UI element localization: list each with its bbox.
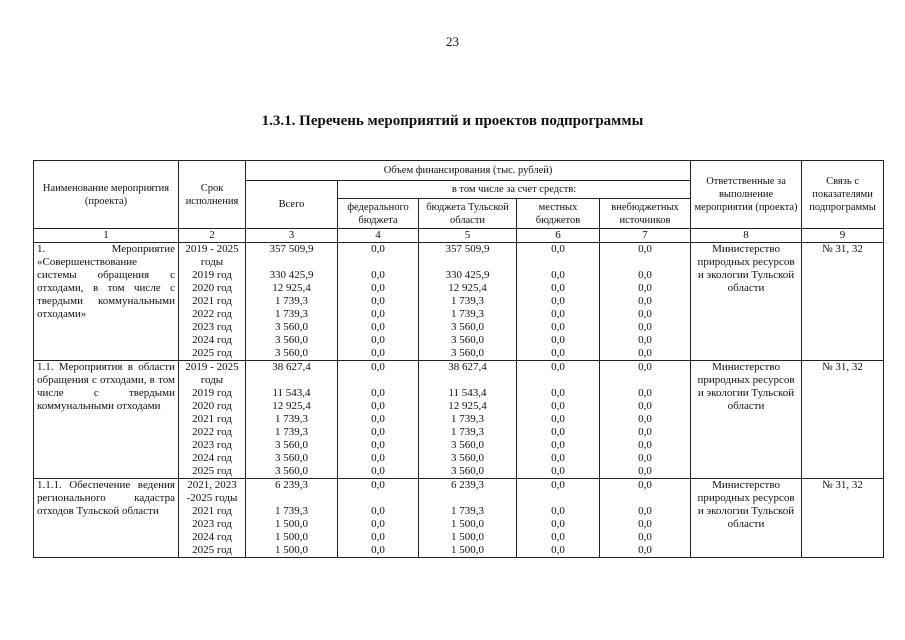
cell-line: 3 560,0 (451, 439, 484, 451)
cell-line: 0,0 (551, 269, 565, 281)
cell-line: 0,0 (551, 531, 565, 543)
cell-line: 12 925,4 (272, 282, 311, 294)
cell-line: 0,0 (638, 269, 652, 281)
cell-line: 2025 год (192, 544, 232, 556)
cell-line: 1 500,0 (275, 531, 308, 543)
cell-line: 0,0 (371, 452, 385, 464)
column-number: 8 (691, 229, 802, 243)
cell-line: 0,0 (371, 347, 385, 359)
table-row (34, 479, 884, 558)
cell-line: 2022 год (192, 308, 232, 320)
cell-line: 0,0 (638, 452, 652, 464)
cell-line: 1 739,3 (275, 413, 308, 425)
cell-line: 2020 год (192, 400, 232, 412)
cell-line: 0,0 (371, 465, 385, 477)
measures-table (33, 160, 884, 558)
cell-line: 0,0 (638, 334, 652, 346)
cell-line: 1 500,0 (451, 544, 484, 556)
cell-line: 1 739,3 (451, 413, 484, 425)
cell-line: 0,0 (371, 439, 385, 451)
cell-line: 0,0 (371, 308, 385, 320)
cell-line: 330 425,9 (445, 269, 490, 281)
cell-line: 12 925,4 (448, 400, 487, 412)
cell-line: 0,0 (638, 387, 652, 399)
total-list (246, 479, 338, 558)
cell-line: 2024 год (192, 452, 232, 464)
column-numbers-row (34, 229, 884, 243)
cell-line: 3 560,0 (451, 347, 484, 359)
cell-line: 2021 год (192, 413, 232, 425)
regional-list (419, 479, 517, 558)
column-number: 3 (246, 229, 338, 243)
cell-line: 2021 год (192, 295, 232, 307)
column-number: 1 (34, 229, 179, 243)
cell-line: 0,0 (638, 518, 652, 530)
cell-line: 0,0 (371, 413, 385, 425)
cell-line: 2019 год (192, 387, 232, 399)
cell-line: 3 560,0 (451, 465, 484, 477)
cell-line: 3 560,0 (275, 321, 308, 333)
measure-name: 1.1. Мероприятия в области обращения с отходами, в том числе с твердыми коммунальными отходами (34, 361, 179, 479)
indicator-link: № 31, 32 (802, 243, 884, 361)
responsible-authority: Министерство природных ресурсов и экологии Тульской области (691, 361, 802, 479)
regional-list (419, 361, 517, 479)
cell-line: 11 543,4 (272, 387, 311, 399)
cell-line: 11 543,4 (448, 387, 487, 399)
cell-line: 0,0 (551, 518, 565, 530)
cell-line: 38 627,4 (448, 361, 487, 373)
cell-line: 0,0 (638, 400, 652, 412)
cell-line: 0,0 (371, 426, 385, 438)
cell-line: 0,0 (638, 426, 652, 438)
column-number: 6 (517, 229, 600, 243)
header-federal: федерального бюджета (338, 199, 419, 229)
cell-line: 2025 год (192, 465, 232, 477)
cell-line: 0,0 (551, 426, 565, 438)
total-list (246, 243, 338, 361)
cell-line: 1 739,3 (451, 426, 484, 438)
offbudget-list (600, 243, 691, 361)
cell-line: 0,0 (371, 544, 385, 556)
cell-line: 0,0 (551, 479, 565, 491)
indicator-link: № 31, 32 (802, 479, 884, 558)
page-number: 23 (446, 34, 459, 49)
cell-line: 1 739,3 (275, 295, 308, 307)
cell-line: 0,0 (551, 387, 565, 399)
header-offbudget: внебюджетных источников (600, 199, 691, 229)
cell-line: 0,0 (371, 243, 385, 255)
local-list (517, 479, 600, 558)
cell-line: 3 560,0 (275, 439, 308, 451)
cell-line: 0,0 (371, 282, 385, 294)
header-responsible: Ответственные за выполнение мероприятия (проекта) (691, 161, 802, 229)
cell-line: 0,0 (371, 505, 385, 517)
cell-line: 3 560,0 (451, 321, 484, 333)
measure-name: 1. Мероприятие «Совершенствование системы обращения с отходами, в том числе с твердыми коммунальными отходами» (34, 243, 179, 361)
header-regional: бюджета Тульской области (419, 199, 517, 229)
local-list (517, 243, 600, 361)
cell-line: 2019 - 2025 годы (185, 361, 239, 386)
cell-line: 0,0 (638, 321, 652, 333)
cell-line: 38 627,4 (272, 361, 311, 373)
cell-line: 0,0 (371, 518, 385, 530)
cell-line: 357 509,9 (445, 243, 490, 255)
cell-line: 0,0 (638, 439, 652, 451)
cell-line: 357 509,9 (269, 243, 314, 255)
cell-line: 1 500,0 (275, 544, 308, 556)
federal-list (338, 243, 419, 361)
cell-line: 3 560,0 (451, 452, 484, 464)
cell-line: 1 739,3 (451, 295, 484, 307)
column-number: 4 (338, 229, 419, 243)
cell-line: 330 425,9 (269, 269, 314, 281)
cell-line: 12 925,4 (448, 282, 487, 294)
cell-line: 0,0 (371, 531, 385, 543)
cell-line: 0,0 (551, 321, 565, 333)
regional-list (419, 243, 517, 361)
total-list (246, 361, 338, 479)
cell-line: 1 739,3 (275, 426, 308, 438)
period-list (179, 479, 246, 558)
cell-line: 0,0 (638, 479, 652, 491)
cell-line: 0,0 (371, 295, 385, 307)
cell-line: 0,0 (638, 465, 652, 477)
cell-line: 2024 год (192, 531, 232, 543)
cell-line: 0,0 (638, 295, 652, 307)
indicator-link: № 31, 32 (802, 361, 884, 479)
cell-line: 1 739,3 (275, 505, 308, 517)
cell-line: 0,0 (371, 321, 385, 333)
cell-line: 0,0 (371, 387, 385, 399)
cell-line: 0,0 (551, 295, 565, 307)
document-title: 1.3.1. Перечень мероприятий и проектов подпрограммы (261, 113, 644, 129)
table-row (34, 361, 884, 479)
cell-line: 2023 год (192, 518, 232, 530)
offbudget-list (600, 479, 691, 558)
cell-line: 0,0 (638, 361, 652, 373)
cell-line: 2022 год (192, 426, 232, 438)
header-period: Срок исполнения (179, 161, 246, 229)
cell-line: 0,0 (638, 308, 652, 320)
cell-line: 1 739,3 (451, 505, 484, 517)
measure-name: 1.1.1. Обеспечение ведения регионального кадастра отходов Тульской области (34, 479, 179, 558)
header-including: в том числе за счет средств: (338, 181, 691, 199)
header-financing: Объем финансирования (тыс. рублей) (246, 161, 691, 181)
cell-line: 0,0 (551, 505, 565, 517)
cell-line: 1 739,3 (275, 308, 308, 320)
cell-line: 2023 год (192, 439, 232, 451)
cell-line: 0,0 (551, 400, 565, 412)
cell-line: 0,0 (551, 282, 565, 294)
header-link: Связь с показателями подпрограммы (802, 161, 884, 229)
cell-line: 0,0 (371, 479, 385, 491)
period-list (179, 361, 246, 479)
cell-line: 3 560,0 (275, 334, 308, 346)
cell-line: 0,0 (551, 465, 565, 477)
cell-line: 0,0 (371, 361, 385, 373)
column-number: 2 (179, 229, 246, 243)
federal-list (338, 479, 419, 558)
cell-line: 3 560,0 (451, 334, 484, 346)
cell-line: 0,0 (371, 269, 385, 281)
cell-line: 2021 год (192, 505, 232, 517)
cell-line: 0,0 (638, 544, 652, 556)
local-list (517, 361, 600, 479)
cell-line: 1 500,0 (451, 518, 484, 530)
cell-line: 0,0 (551, 439, 565, 451)
cell-line: 2019 - 2025 годы (185, 243, 239, 268)
cell-line: 1 500,0 (275, 518, 308, 530)
cell-line: 2025 год (192, 347, 232, 359)
federal-list (338, 361, 419, 479)
cell-line: 3 560,0 (275, 452, 308, 464)
cell-line: 0,0 (551, 413, 565, 425)
column-number: 5 (419, 229, 517, 243)
cell-line: 2023 год (192, 321, 232, 333)
cell-line: 0,0 (551, 361, 565, 373)
column-number: 9 (802, 229, 884, 243)
responsible-authority: Министерство природных ресурсов и экологии Тульской области (691, 243, 802, 361)
cell-line: 0,0 (371, 334, 385, 346)
cell-line: 2024 год (192, 334, 232, 346)
header-local: местных бюджетов (517, 199, 600, 229)
cell-line: 0,0 (551, 544, 565, 556)
cell-line: 0,0 (551, 347, 565, 359)
cell-line: 0,0 (638, 531, 652, 543)
header-total: Всего (246, 181, 338, 229)
cell-line: 3 560,0 (275, 465, 308, 477)
cell-line: 0,0 (371, 400, 385, 412)
cell-line: 0,0 (551, 334, 565, 346)
cell-line: 0,0 (551, 452, 565, 464)
offbudget-list (600, 361, 691, 479)
cell-line: 2020 год (192, 282, 232, 294)
cell-line: 0,0 (638, 347, 652, 359)
cell-line: 12 925,4 (272, 400, 311, 412)
table-row (34, 243, 884, 361)
cell-line: 1 739,3 (451, 308, 484, 320)
cell-line: 1 500,0 (451, 531, 484, 543)
column-number: 7 (600, 229, 691, 243)
responsible-authority: Министерство природных ресурсов и экологии Тульской области (691, 479, 802, 558)
cell-line: 0,0 (638, 413, 652, 425)
header-name: Наименование мероприятия (проекта) (34, 161, 179, 229)
cell-line: 0,0 (638, 505, 652, 517)
cell-line: 6 239,3 (275, 479, 308, 491)
cell-line: 6 239,3 (451, 479, 484, 491)
cell-line: 0,0 (638, 243, 652, 255)
cell-line: 2021, 2023 -2025 годы (186, 479, 238, 504)
cell-line: 3 560,0 (275, 347, 308, 359)
cell-line: 0,0 (551, 243, 565, 255)
cell-line: 2019 год (192, 269, 232, 281)
cell-line: 0,0 (638, 282, 652, 294)
cell-line: 0,0 (551, 308, 565, 320)
period-list (179, 243, 246, 361)
